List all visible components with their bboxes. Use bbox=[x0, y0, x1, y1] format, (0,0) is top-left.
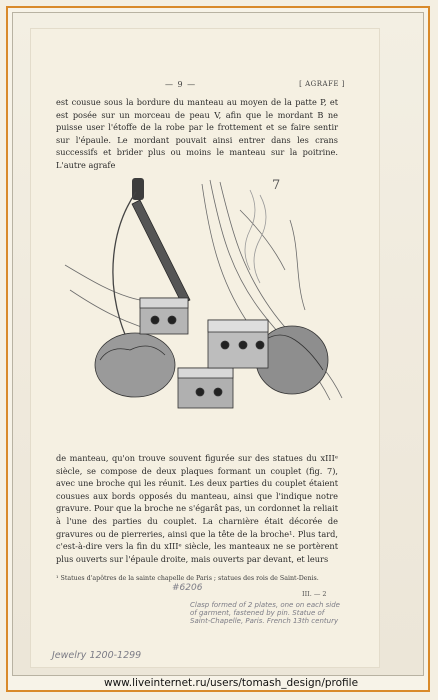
page-header bbox=[55, 80, 345, 94]
agrafe-illustration bbox=[60, 170, 350, 445]
handwritten-catalog-number: #6206 bbox=[172, 583, 203, 593]
paragraph-bottom: de manteau, qu'on trouve souvent figurée sur des statues du xIIIᵉ siècle, se compose de deux plaques formant un couplet (fig. 7), avec une broche qui les réunit. Les deux parties du couplet étaient cousues aux bords opposés du manteau, ainsi que l'indique notre gravure. Pour que la broche ne s'égarât pas, un cordonnet la reliait à l'une des parties du couplet. La charnière était décorée de gravures ou de pierreries, ainsi que la tête de la broche¹. Plus tard, c'est-à-dire vers la fin du xIIIᵉ siècle, les manteaux ne se portèrent plus ouverts sur l'épaule droite, mais ouverts par devant, et leurs bbox=[56, 453, 338, 564]
watermark: www.liveinternet.ru/users/tomash_design/profile bbox=[104, 677, 359, 689]
footnote: ¹ Statues d'apôtres de la sainte chapelle de Paris ; statues des rois de Saint-Denis. bbox=[56, 575, 319, 582]
figure-number: 7 bbox=[272, 178, 281, 193]
page-number: — 9 — bbox=[165, 80, 197, 89]
paragraph-top: est cousue sous la bordure du manteau au moyen de la patte P, et est posée sur un morceau de peau V, afin que le mordant B ne puisse user l'étoffe de la robe par le frottement et se faire sentir sur l'épaule. Le mordant pouvait ainsi entrer dans les crans successifs et brider plus ou moins le manteau sur la poitrine. L'autre agrafe bbox=[56, 97, 338, 170]
section-title: [ AGRAFE ] bbox=[299, 80, 345, 88]
handwritten-jewelry-label: Jewelry 1200-1299 bbox=[52, 650, 142, 661]
signature-mark: III. — 2 bbox=[302, 590, 327, 598]
handwritten-note: Clasp formed of 2 plates, one on each side of garment, fastened by pin. Statue of Saint-Chapelle, Paris. French 13th century bbox=[190, 601, 340, 625]
